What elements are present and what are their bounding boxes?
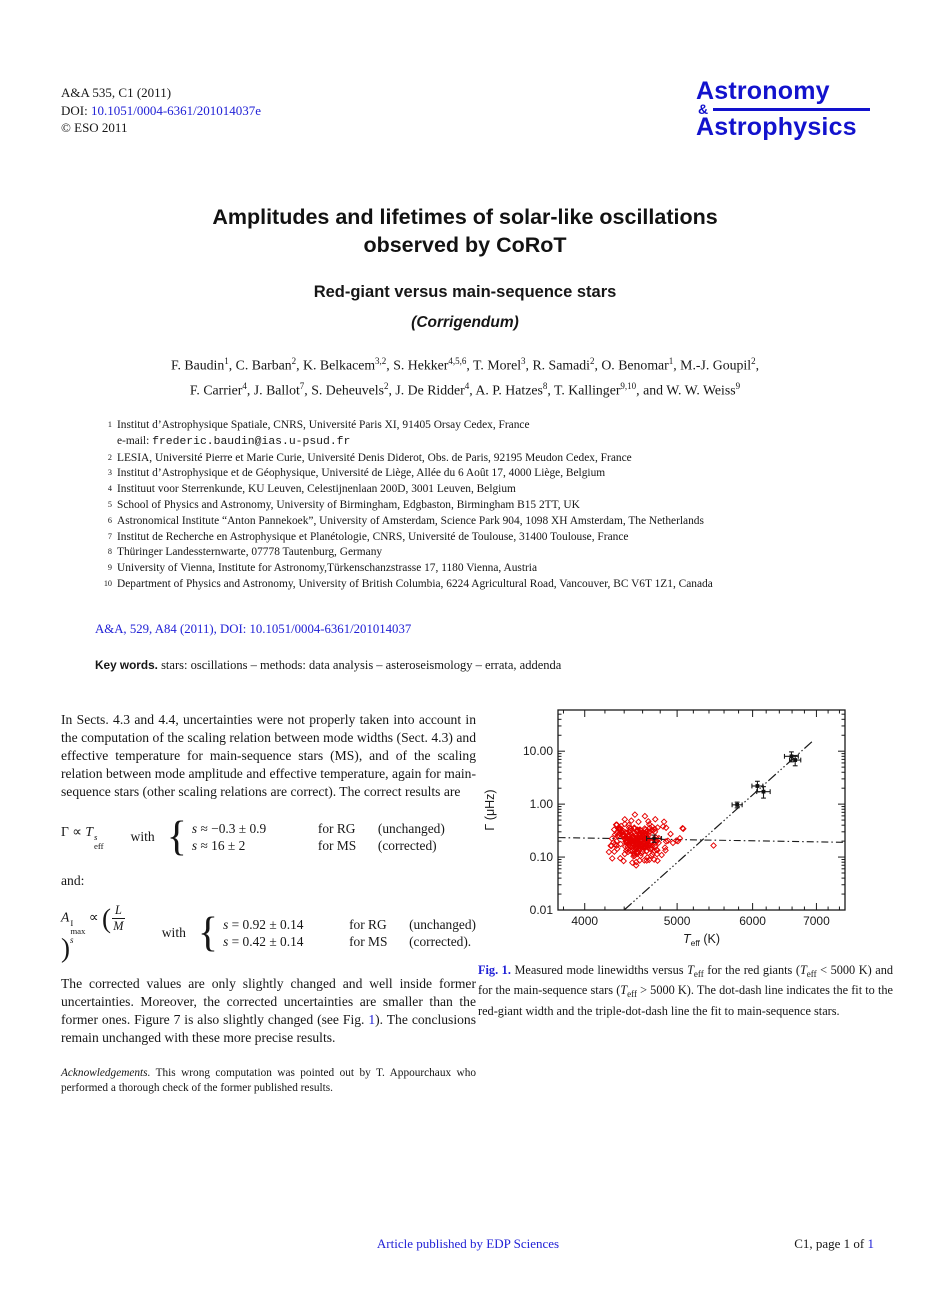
- inline-link[interactable]: 1: [867, 1236, 874, 1251]
- affiliation-item: 9 University of Vienna, Institute for Astronomy,Türkenschanzstrasse 17, 1180 Vienna, Austria: [107, 562, 538, 575]
- article-subtitle: Red-giant versus main-sequence stars: [313, 283, 617, 301]
- equation-case-row: s = 0.42 ± 0.14 for MS (corrected).: [223, 933, 472, 949]
- publisher-line: [61, 1236, 875, 1252]
- equation-case-row: s ≈ 16 ± 2 for MS (corrected): [191, 837, 437, 853]
- equation-case-row: s = 0.92 ± 0.14 for RG (unchanged): [223, 916, 476, 932]
- affiliation-item: 7 Institut de Recherche en Astrophysique et Planétologie, CNRS, Université de Toulouse, 31400 Toulouse, France: [107, 530, 629, 543]
- equation-amplitude-cases: [223, 916, 476, 950]
- equation-linewidth-cases: [192, 820, 445, 854]
- affiliation-item: 3 Institut d’Astrophysique et de Géophysique, Université de Liège, Allée du 6 Août 17, 4000 Liège, Belgium: [107, 467, 606, 480]
- logo-astronomy: Astronomy: [696, 77, 830, 105]
- svg-text:0.10: 0.10: [529, 850, 553, 865]
- author-line-2: F. Carrier$^4$, J. Ballot$^7$, S. Deheuvels$^2$, J. De Ridder$^4$, A. P. Hatzes$^8$, T. Kallinger$^{9,10}$, and W. W. Weiss$^9$: [189, 380, 741, 398]
- svg-text:1.00: 1.00: [529, 797, 553, 812]
- acknowledgements: Acknowledgements. This wrong computation was pointed out by T. Appourchaux who performed a thorough check of the former published results.: [61, 1067, 476, 1094]
- figure-1-caption: Fig. 1. Measured mode linewidths versus $T_{eff}$ for the red giants ($T_{eff} < 5000$ K) and for the main-sequence stars ($T_{eff} > 5000$ K). The dot-dash line indicates the fit to the red-giant width and the triple-dot-dash line the fit to main-sequence stars.: [478, 963, 894, 1018]
- affiliation-item: 1 Institut d’Astrophysique Spatiale, CNRS, Université Paris XI, 91405 Orsay Cedex, France e-mail: frederic.baudin@ias.u-psud.fr: [97, 418, 883, 451]
- svg-text:0.01: 0.01: [529, 903, 553, 917]
- equation-amplitude-lhs: A I max ∝ ( $\frac{L}{M}$ )$^s$: [61, 903, 124, 964]
- figure-1-svg: [478, 703, 892, 951]
- corrigendum-label: (Corrigendum): [411, 314, 519, 331]
- copyright-line: © ESO 2011: [61, 120, 128, 135]
- email-line: e-mail: frederic.baudin@ias.u-psud.fr: [117, 434, 351, 448]
- affiliation-item: 8 Thüringer Landessternwarte, 07778 Tautenburg, Germany: [107, 546, 383, 559]
- svg-text:6000: 6000: [739, 914, 766, 928]
- article-title: [0, 203, 930, 259]
- journal-logo: [696, 77, 874, 141]
- svg-text:Γ (μHz): Γ (μHz): [483, 789, 497, 831]
- svg-text:Teff (K): $T_{eff}$ (K): [682, 932, 721, 948]
- svg-text:5000: 5000: [663, 914, 691, 928]
- article-title-line2: observed by CoRoT: [363, 233, 567, 257]
- affiliation-list: [97, 418, 883, 593]
- affiliation-item: 5 School of Physics and Astronomy, University of Birmingham, Edgbaston, Birmingham B15 2TT, UK: [107, 498, 580, 511]
- svg-text:7000: 7000: [803, 914, 830, 928]
- affiliation-item: 2 LESIA, Université Pierre et Marie Curie, Université Denis Diderot, Obs. de Paris, 92195 Meudon Cedex, France: [107, 451, 632, 464]
- keywords-text: stars: oscillations – methods: data analysis – asteroseismology – errata, addenda: [161, 658, 562, 672]
- author-list: [0, 351, 930, 400]
- logo-rule: [713, 108, 870, 111]
- right-column: [478, 703, 893, 1031]
- journal-citation: A&A 535, C1 (2011): [61, 85, 172, 100]
- original-article-reference: [95, 622, 411, 637]
- doi-line: [61, 102, 261, 120]
- left-column: [61, 711, 476, 1095]
- article-title-line1: Amplitudes and lifetimes of solar-like oscillations: [212, 205, 718, 229]
- email-address: frederic.baudin@ias.u-psud.fr: [152, 435, 351, 448]
- and-label: and:: [61, 872, 85, 888]
- keywords-label: Key words.: [95, 658, 158, 672]
- equation-case-row: s ≈ −0.3 ± 0.9 for RG (unchanged): [191, 820, 445, 836]
- edp-sciences-link[interactable]: Article published by EDP Sciences: [376, 1236, 560, 1251]
- equation-linewidth-lhs: Γ ∝ T s eff: [61, 824, 104, 851]
- affiliation-item: 6 Astronomical Institute “Anton Pannekoek”, University of Amsterdam, Science Park 904, 1098 XH Amsterdam, The Netherlands: [107, 514, 704, 527]
- paragraph-2: The corrected values are only slightly changed and well inside former uncertainties. Moreover, the corrected uncertainties are smaller than the former ones. Figure 7 is also slightly changed (see Fig. 1). The conclusions remain unchanged with these more precise results.: [61, 976, 476, 1046]
- doi-link[interactable]: 10.1051/0004-6361/201014037e: [90, 102, 262, 118]
- equation-with-label: with: [130, 828, 155, 844]
- original-article-link[interactable]: A&A, 529, A84 (2011), DOI: 10.1051/0004-6361/201014037: [95, 622, 412, 636]
- logo-ampersand: &: [698, 101, 709, 117]
- affiliation-item: 4 Instituut voor Sterrenkunde, KU Leuven, Celestijnenlaan 200D, 3001 Leuven, Belgium: [107, 483, 516, 496]
- doi-label: DOI:: [61, 102, 91, 118]
- equation-with-label: with: [161, 925, 186, 940]
- svg-text:4000: 4000: [571, 914, 599, 928]
- logo-astrophysics: Astrophysics: [696, 113, 857, 141]
- affiliation-item: 10 Department of Physics and Astronomy, University of British Columbia, 6224 Agricultural Road, Vancouver, BC V6T 1Z1, Canada: [103, 577, 713, 590]
- inline-link[interactable]: 1: [368, 1012, 376, 1028]
- equation-amplitude: [61, 903, 476, 964]
- brace-glyph: {: [166, 813, 187, 860]
- paragraph-1: In Sects. 4.3 and 4.4, uncertainties were not properly taken into account in the computation of the scaling relation between mode widths (Sect. 4.3) and effective temperature for main-sequence stars (MS), and of the scaling relation between mode amplitude and effective temperature, again for main-sequence stars (other scaling relations are correct). The correct results are: [61, 712, 476, 799]
- figure-1-scatter-plot: [478, 703, 893, 956]
- journal-meta: [61, 84, 261, 137]
- brace-glyph: {: [197, 909, 219, 956]
- page-info: C1, page 1 of 1: [794, 1236, 874, 1251]
- svg-text:10.00: 10.00: [522, 744, 553, 759]
- author-line-1: F. Baudin$^1$, C. Barban$^2$, K. Belkacem$^{3,2}$, S. Hekker$^{4,5,6}$, T. Morel$^3$, R. Samadi$^2$, O. Benomar$^1$, M.-J. Goupil$^2$,: [170, 356, 760, 373]
- equation-linewidth: [61, 813, 476, 860]
- keywords-line: [95, 658, 561, 673]
